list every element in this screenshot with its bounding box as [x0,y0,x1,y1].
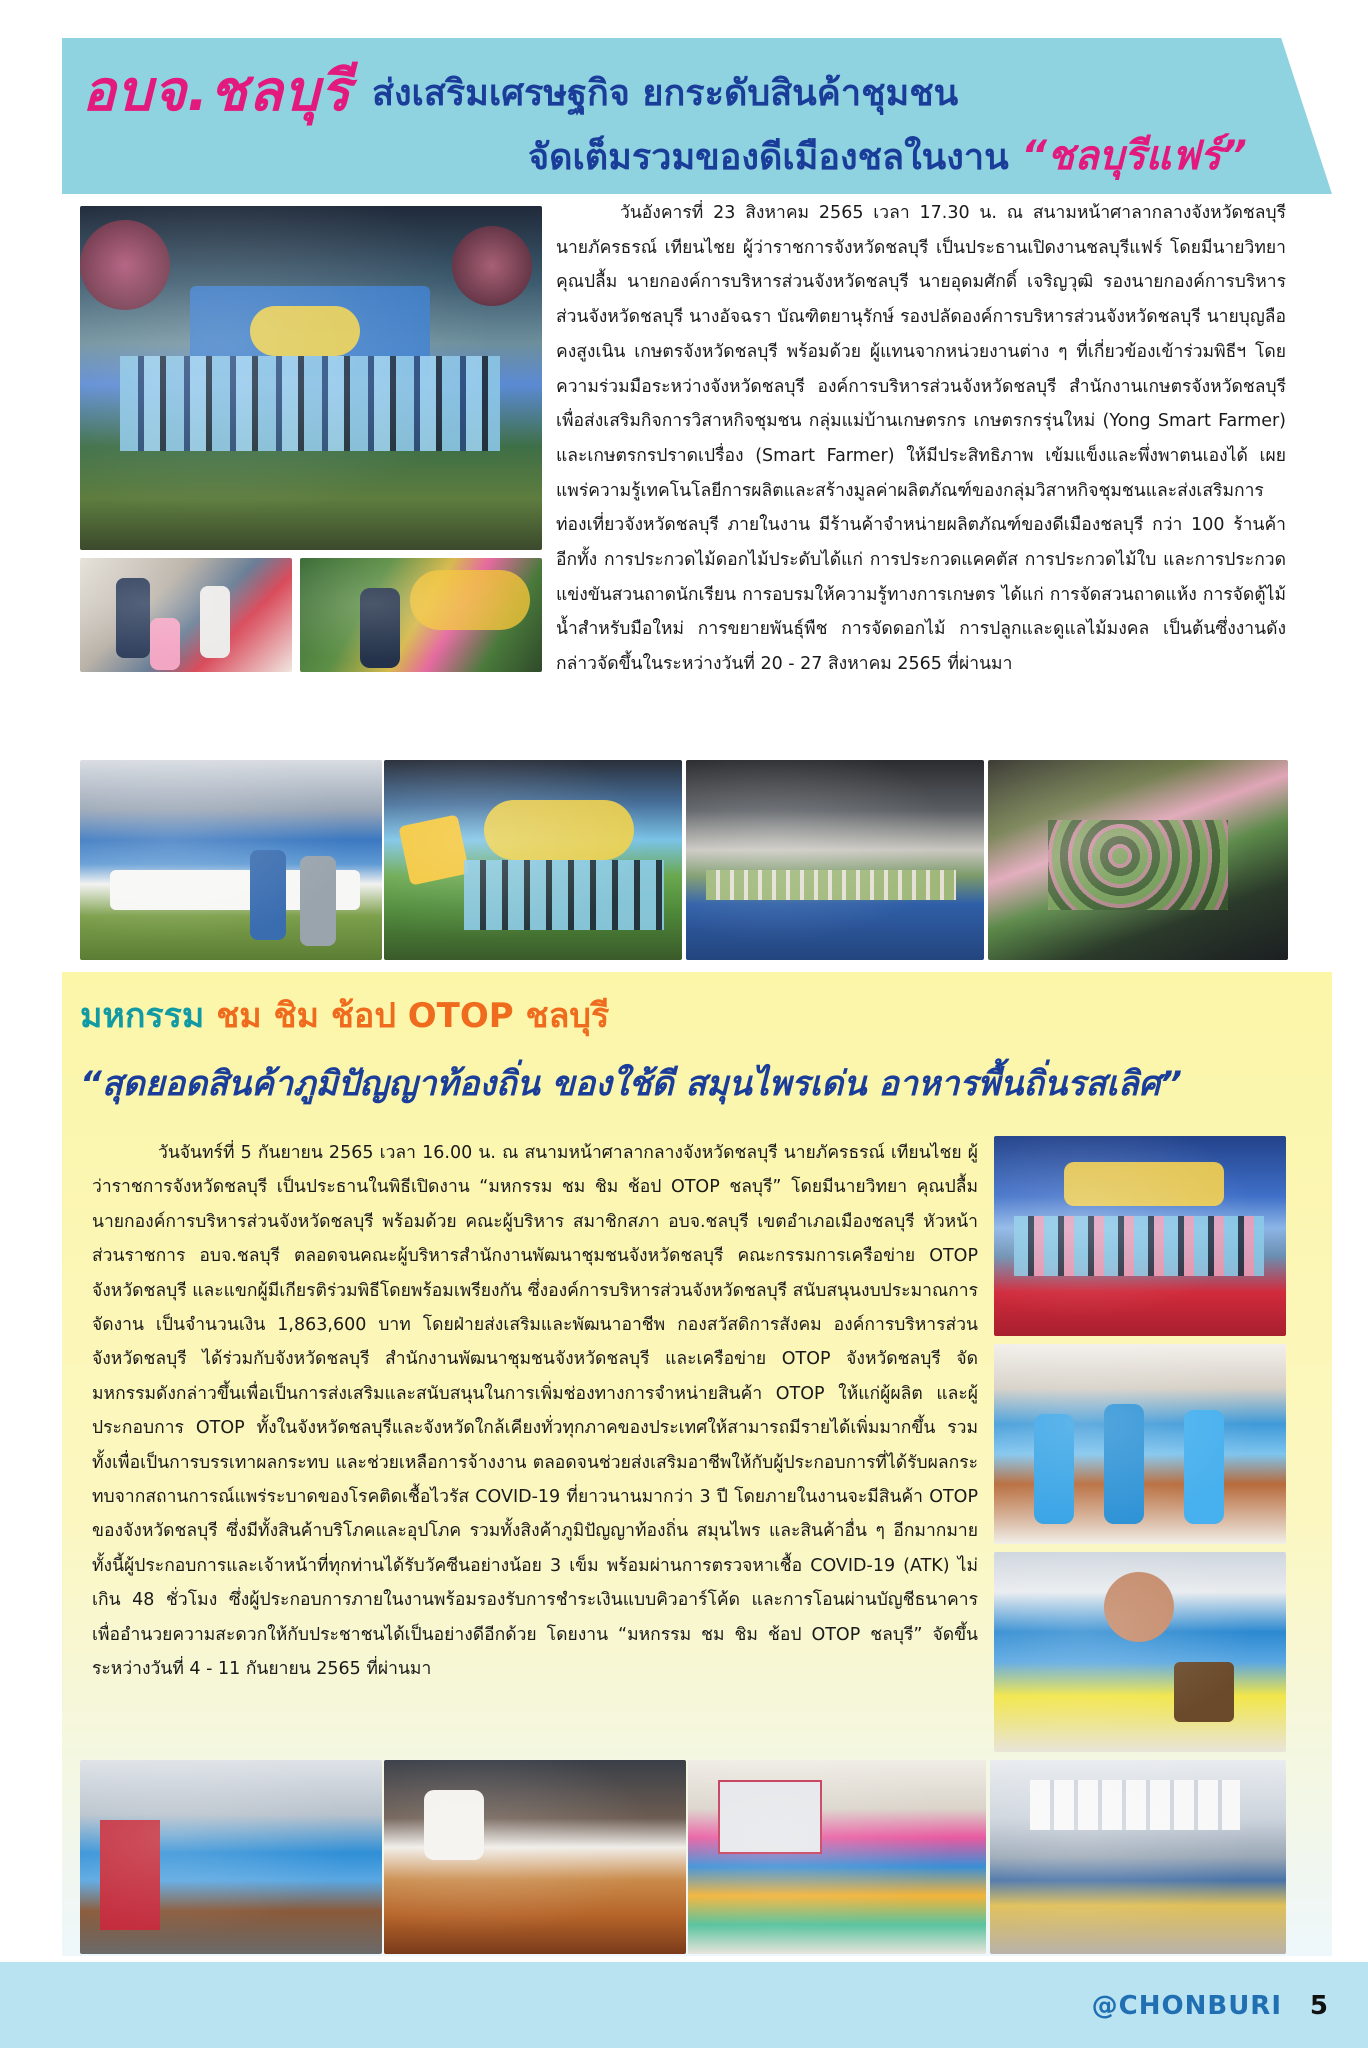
article1-headline-line2-prefix: จัดเต็มรวมของดีเมืองชลในงาน [528,137,1009,178]
photo-otop-craft-booth [994,1344,1286,1544]
photo-governor-visiting-booth [80,558,292,672]
page-number: 5 [1309,1991,1328,2021]
article1-headline-event-name: “ชลบุรีแฟร์” [1021,133,1247,179]
photo-food-vendor [384,1760,686,1954]
photo-otop-opening-stage [994,1136,1286,1336]
photo-audience-seated [80,760,382,960]
photo-group-on-stage [384,760,682,960]
photo-woven-bags-stall [688,1760,986,1954]
article1-headline: ส่งเสริมเศรษฐกิจ ยกระดับสินค้าชุมชน [372,73,959,114]
photo-market-hall-aisle [990,1760,1286,1954]
article2-body-text: วันจันทร์ที่ 5 กันยายน 2565 เวลา 16.00 น. ณ สนามหน้าศาลากลางจังหวัดชลบุรี นายภัครธรณ์ เทียนไชย ผู้ว่าราชการจังหวัดชลบุรี เป็นประธานในพิธีเปิดงาน “มหกรรม ชม ชิม ช้อป OTOP ชลบุรี” โดยมีนายวิทยา คุณปลื้ม นายกองค์การบริหารส่วนจังหวัดชลบุรี พร้อมด้วย คณะผู้บริหาร สมาชิกสภา อบจ.ชลบุรี เขตอำเภอเมืองชลบุรี หัวหน้าส่วนราชการ อบจ.ชลบุรี ตลอดจนคณะผู้บริหารสำนักงานพัฒนาชุมชนจังหวัดชลบุรี คณะกรรมการเครือข่าย OTOP จังหวัดชลบุรี และแขกผู้มีเกียรติร่วมพิธีโดยพร้อมเพรียงกัน ซึ่งองค์การบริหารส่วนจังหวัดชลบุรี สนับสนุนงบประมาณการจัดงาน เป็นจำนวนเงิน 1,863,600 บาท โดยฝ่ายส่งเสริมและพัฒนาอาชีพ กองสวัสดิการสังคม องค์การบริหารส่วนจังหวัดชลบุรี ได้ร่วมกับจังหวัดชลบุรี สำนักงานพัฒนาชุมชนจังหวัดชลบุรี และเครือข่าย OTOP จังหวัดชลบุรี จัดมหกรรมดังกล่าวขึ้นเพื่อเป็นการส่งเสริมและสนับสนุนในการเพิ่มช่องทางการจำหน่ายสินค้า OTOP ให้แก่ผู้ผลิต และผู้ประกอบการ OTOP ทั้งในจังหวัดชลบุรีและจังหวัดใกล้เคียงทั่วทุกภาคของประเทศให้สามารถมีรายได้เพิ่มมากขึ้น รวมทั้งเพื่อเป็นการบรรเทาผลกระทบ และช่วยเหลือการจ้างงาน ตลอดจนช่วยส่งเสริมอาชีพให้กับผู้ประกอบการที่ได้รับผลกระทบจากสถานการณ์แพร่ระบาดของโรคติดเชื้อไวรัส COVID-19 ที่ยาวนานมากว่า 3 ปี โดยภายในงานจะมีสินค้า OTOP ของจังหวัดชลบุรี ซึ่งมีทั้งสินค้าบริโภคและอุปโภค รวมทั้งสิงค้าภูมิปัญญาท้องถิ่น สมุนไพร และสินค้าอื่น ๆ อีกมากมาย ทั้งนี้ผู้ประกอบการและเจ้าหน้าที่ทุกท่านได้รับวัคซีนอย่างน้อย 3 เข็ม พร้อมผ่านการตรวจหาเชื้อ COVID-19 (ATK) ไม่เกิน 48 ชั่วโมง ซึ่งผู้ประกอบการภายในงานพร้อมรองรับการชำระเงินแบบคิวอาร์โค้ด และการโอนผ่านบัญชีธนาคาร เพื่ออำนวยความสะดวกให้กับประชาชนได้เป็นอย่างดีอีกด้วย โดยงาน “มหกรรม ชม ชิม ช้อป OTOP ชลบุรี” จัดขึ้นระหว่างวันที่ 4 - 11 กันยายน 2565 ที่ผ่านมา [92,1143,978,1680]
photo-flower-arrangement-display [300,558,542,672]
photo-officials-touring-market [80,1760,382,1954]
photo-woman-with-basket [994,1552,1286,1752]
article2-headline [80,990,609,1042]
article1-body-text: วันอังคารที่ 23 สิงหาคม 2565 เวลา 17.30 น. ณ สนามหน้าศาลากลางจังหวัดชลบุรี นายภัครธรณ์ เทียนไชย ผู้ว่าราชการจังหวัดชลบุรี เป็นประธานเปิดงานชลบุรีแฟร์ โดยมีนายวิทยา คุณปลื้ม นายกองค์การบริหารส่วนจังหวัดชลบุรี นายอุดมศักดิ์ เจริญวุฒิ รองนายกองค์การบริหารส่วนจังหวัดชลบุรี นางอัจฉรา บัณฑิตยานุรักษ์ รองปลัดองค์การบริหารส่วนจังหวัดชลบุรี นายบุญลือ คงสูงเนิน เกษตรจังหวัดชลบุรี พร้อมด้วย ผู้แทนจากหน่วยงานต่าง ๆ ที่เกี่ยวข้องเข้าร่วมพิธีฯ โดยความร่วมมือระหว่างจังหวัดชลบุรี องค์การบริหารส่วนจังหวัดชลบุรี สำนักงานเกษตรจังหวัดชลบุรีเพื่อส่งเสริมกิจการวิสาหกิจชุมชน กลุ่มแม่บ้านเกษตรกร เกษตรกรรุ่นใหม่ (Yong Smart Farmer) และเกษตรกรปราดเปรื่อง (Smart Farmer) ให้มีประสิทธิภาพ เข้มแข็งและพึ่งพาตนเองได้ เผยแพร่ความรู้เทคโนโลยีการผลิตและสร้างมูลค่าผลิตภัณฑ์ของกลุ่มวิสาหกิจชุมชนและส่งเสริมการท่องเที่ยวจังหวัดชลบุรี ภายในงาน มีร้านค้าจำหน่ายผลิตภัณฑ์ของดีเมืองชลบุรี กว่า 100 ร้านค้า อีกทั้ง การประกวดไม้ดอกไม้ประดับได้แก่ การประกวดแคคตัส การประกวดไม้ใบ และการประกวดแข่งขันสวนถาดนักเรียน การอบรมให้ความรู้ทางการเกษตร ได้แก่ การจัดสวนถาดแห้ง การจัดตู้ไม้น้ำสำหรับมือใหม่ การขยายพันธุ์พืช การจัดดอกไม้ การปลูกและดูแลไม้มงคล เป็นต้นซึ่งงานดังกล่าวจัดขึ้นในระหว่างวันที่ 20 - 27 สิงหาคม 2565 ที่ผ่านมา [556,203,1286,675]
article2-headline-otop: ชม ชิม ช้อป OTOP ชลบุรี [216,996,610,1036]
article2-subheadline: “สุดยอดสินค้าภูมิปัญญาท้องถิ่น ของใช้ดี สมุนไพรเด่น อาหารพื้นถิ่นรสเลิศ” [80,1064,1183,1104]
article1-headline-organization: อบจ.ชลบุรี [82,59,352,124]
photo-opening-ceremony-stage [80,206,542,550]
article1-headline-line2 [528,126,1247,188]
footer-brand-label: @CHONBURI [1091,1991,1282,2021]
article2-headline-festival: มหกรรม [80,996,205,1036]
photo-ornamental-plants [988,760,1288,960]
photo-cactus-stall [686,760,984,960]
